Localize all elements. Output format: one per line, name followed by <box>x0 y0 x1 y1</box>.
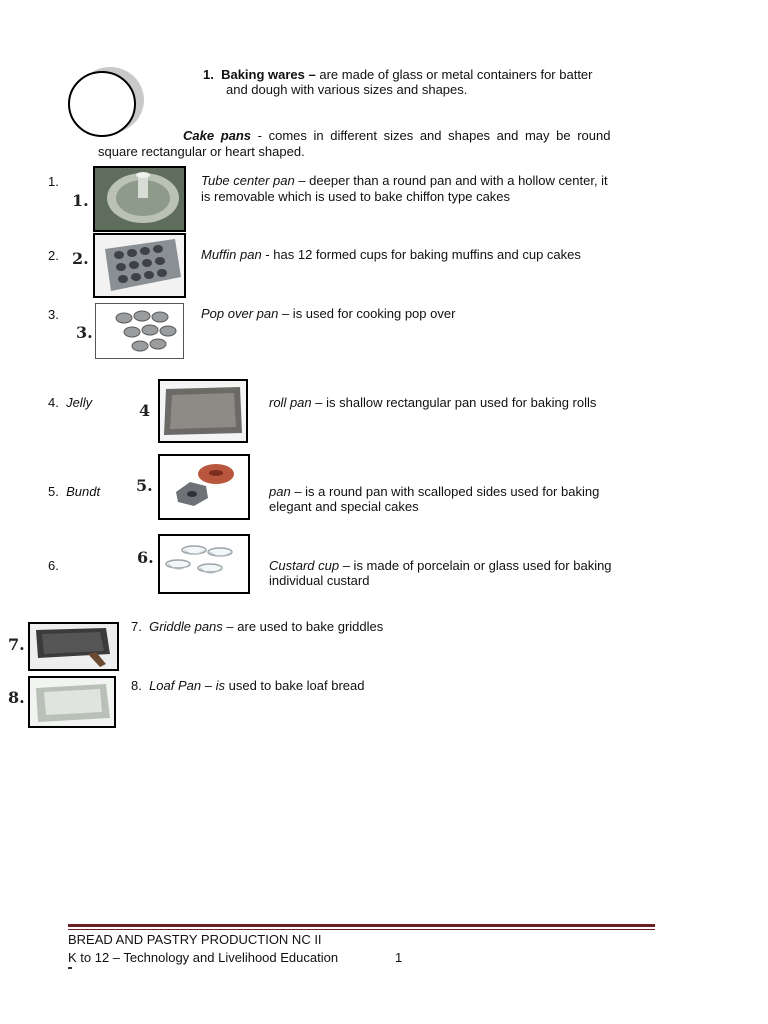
item-name: Griddle pans <box>149 619 223 634</box>
image-number-label: 2. <box>72 249 89 268</box>
image-number-label: 4 <box>139 401 151 420</box>
item-description: 7. Griddle pans – are used to bake griddles <box>131 619 384 634</box>
item-description: Pop over pan – is used for cooking pop over <box>201 306 456 321</box>
tube-pan-icon <box>95 168 184 230</box>
item-description: Tube center pan – deeper than a round pan and with a hollow center, it <box>201 173 608 188</box>
tube-center-pan-image <box>93 166 186 232</box>
loaf-pan-icon <box>30 678 114 726</box>
item-name: Loaf Pan <box>149 678 202 693</box>
intro-line-2: and dough with various sizes and shapes. <box>226 82 468 97</box>
image-number-label: 5. <box>136 476 153 495</box>
pop-over-pan-image <box>95 303 184 359</box>
item-name: Pop over pan <box>201 306 279 321</box>
circle-badge-icon <box>66 64 148 138</box>
custard-cup-icon <box>160 536 248 592</box>
footer-mark <box>68 967 72 969</box>
cake-pans-title: Cake pans <box>183 128 252 143</box>
griddle-pan-image <box>28 622 119 671</box>
item-number: 1. <box>48 174 59 189</box>
item-number: 4. Jelly <box>48 395 93 410</box>
muffin-pan-icon <box>95 235 184 296</box>
loaf-pan-image <box>28 676 116 728</box>
intro-number: 1. <box>203 67 214 82</box>
muffin-pan-image <box>93 233 186 298</box>
intro-line-1 <box>203 67 663 82</box>
item-name-connector: – is <box>204 678 225 693</box>
footer-program: K to 12 – Technology and Livelihood Education <box>68 950 339 965</box>
item-description: Custard cup – is made of porcelain or glass used for baking <box>269 558 612 573</box>
item-description: 8. Loaf Pan – is used to bake loaf bread <box>131 678 365 693</box>
item-number: 3. <box>48 307 59 322</box>
item-description: roll pan – is shallow rectangular pan used for baking rolls <box>269 395 597 410</box>
image-number-label: 7. <box>8 635 25 654</box>
item-number: 5. Bundt <box>48 484 101 499</box>
item-description: Muffin pan - has 12 formed cups for baking muffins and cup cakes <box>201 247 581 262</box>
item-name: Tube center pan <box>201 173 295 188</box>
intro-title: Baking wares – <box>221 67 316 82</box>
footer-course-title: BREAD AND PASTRY PRODUCTION NC II <box>68 932 322 947</box>
intro-text: are made of glass or metal containers for batter <box>319 67 593 82</box>
item-description: pan – is a round pan with scalloped sides used for baking <box>269 484 600 499</box>
bundt-pan-icon <box>160 456 248 518</box>
item-name-prefix: Jelly <box>66 395 93 410</box>
item-name: pan <box>269 484 291 499</box>
item-description-cont: is removable which is used to bake chiffon type cakes <box>201 189 511 204</box>
footer-rule-thick <box>68 924 655 927</box>
pop-over-pan-icon <box>96 304 183 358</box>
griddle-pan-icon <box>30 624 117 669</box>
item-name: Muffin pan <box>201 247 262 262</box>
item-name-prefix: Bundt <box>66 484 101 499</box>
footer-rule-thin <box>68 929 655 930</box>
jelly-roll-pan-icon <box>160 381 246 441</box>
image-number-label: 3. <box>76 323 93 342</box>
footer-page-number: 1 <box>395 950 403 965</box>
item-name: Custard cup <box>269 558 340 573</box>
item-description-cont: elegant and special cakes <box>269 499 419 514</box>
item-description-cont: individual custard <box>269 573 370 588</box>
image-number-label: 6. <box>137 548 154 567</box>
cake-pans-line-1 <box>183 128 653 143</box>
image-number-label: 8. <box>8 688 25 707</box>
cake-pans-line-2: square rectangular or heart shaped. <box>98 144 305 159</box>
custard-cup-image <box>158 534 250 594</box>
item-number: 6. <box>48 558 59 573</box>
image-number-label: 1. <box>72 191 89 210</box>
item-name: roll pan <box>269 395 312 410</box>
bundt-pan-image <box>158 454 250 520</box>
item-number: 2. <box>48 248 59 263</box>
jelly-roll-pan-image <box>158 379 248 443</box>
cake-pans-text: - comes in different sizes and shapes and may be round <box>257 128 611 143</box>
